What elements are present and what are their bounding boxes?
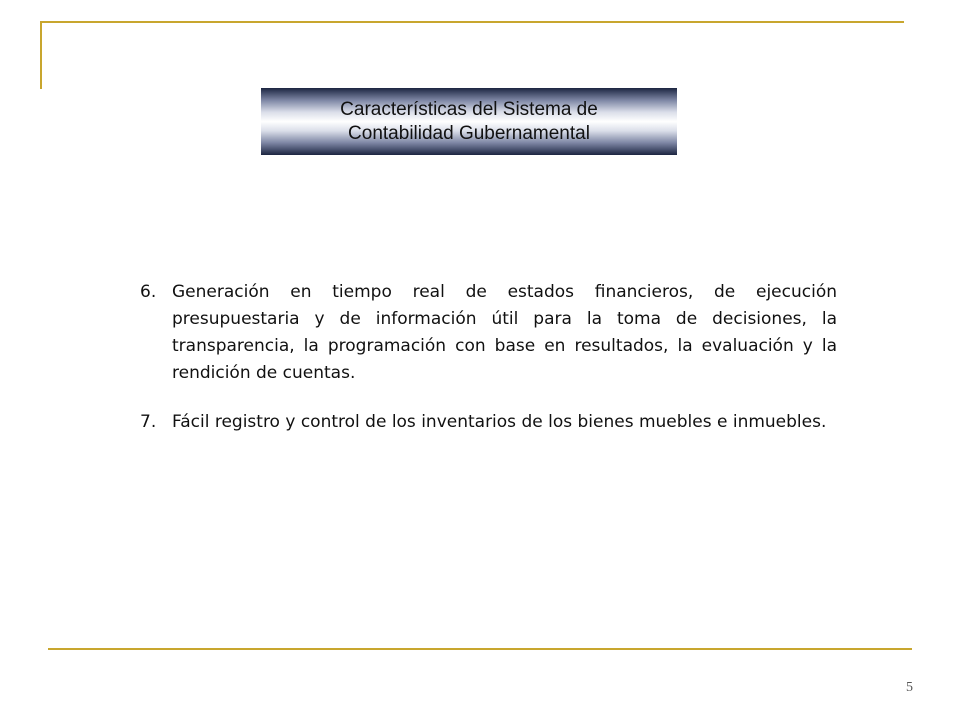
top-decorative-rule: [40, 21, 904, 23]
list-item-text: Fácil registro y control de los inventarios de los bienes muebles e inmuebles.: [172, 412, 827, 432]
bottom-decorative-rule: [48, 648, 912, 650]
list-item: [140, 279, 837, 387]
list-item-number: 6.: [140, 282, 157, 302]
list-item: [140, 409, 837, 436]
left-decorative-rule: [40, 21, 42, 89]
slide-title-line-2: Contabilidad Gubernamental: [348, 122, 590, 144]
slide-title: [340, 98, 598, 146]
characteristics-list: [140, 279, 837, 458]
list-item-number: 7.: [140, 412, 157, 432]
slide-title-line-1: Características del Sistema de: [340, 98, 598, 120]
list-item-text: Generación en tiempo real de estados financieros, de ejecución presupuestaria y de información útil para la toma de decisiones, la transparencia, la programación con base en resultados, la evaluación y la rendición de cuentas.: [172, 282, 837, 383]
slide-title-banner: [261, 88, 677, 155]
page-number: 5: [906, 680, 913, 695]
